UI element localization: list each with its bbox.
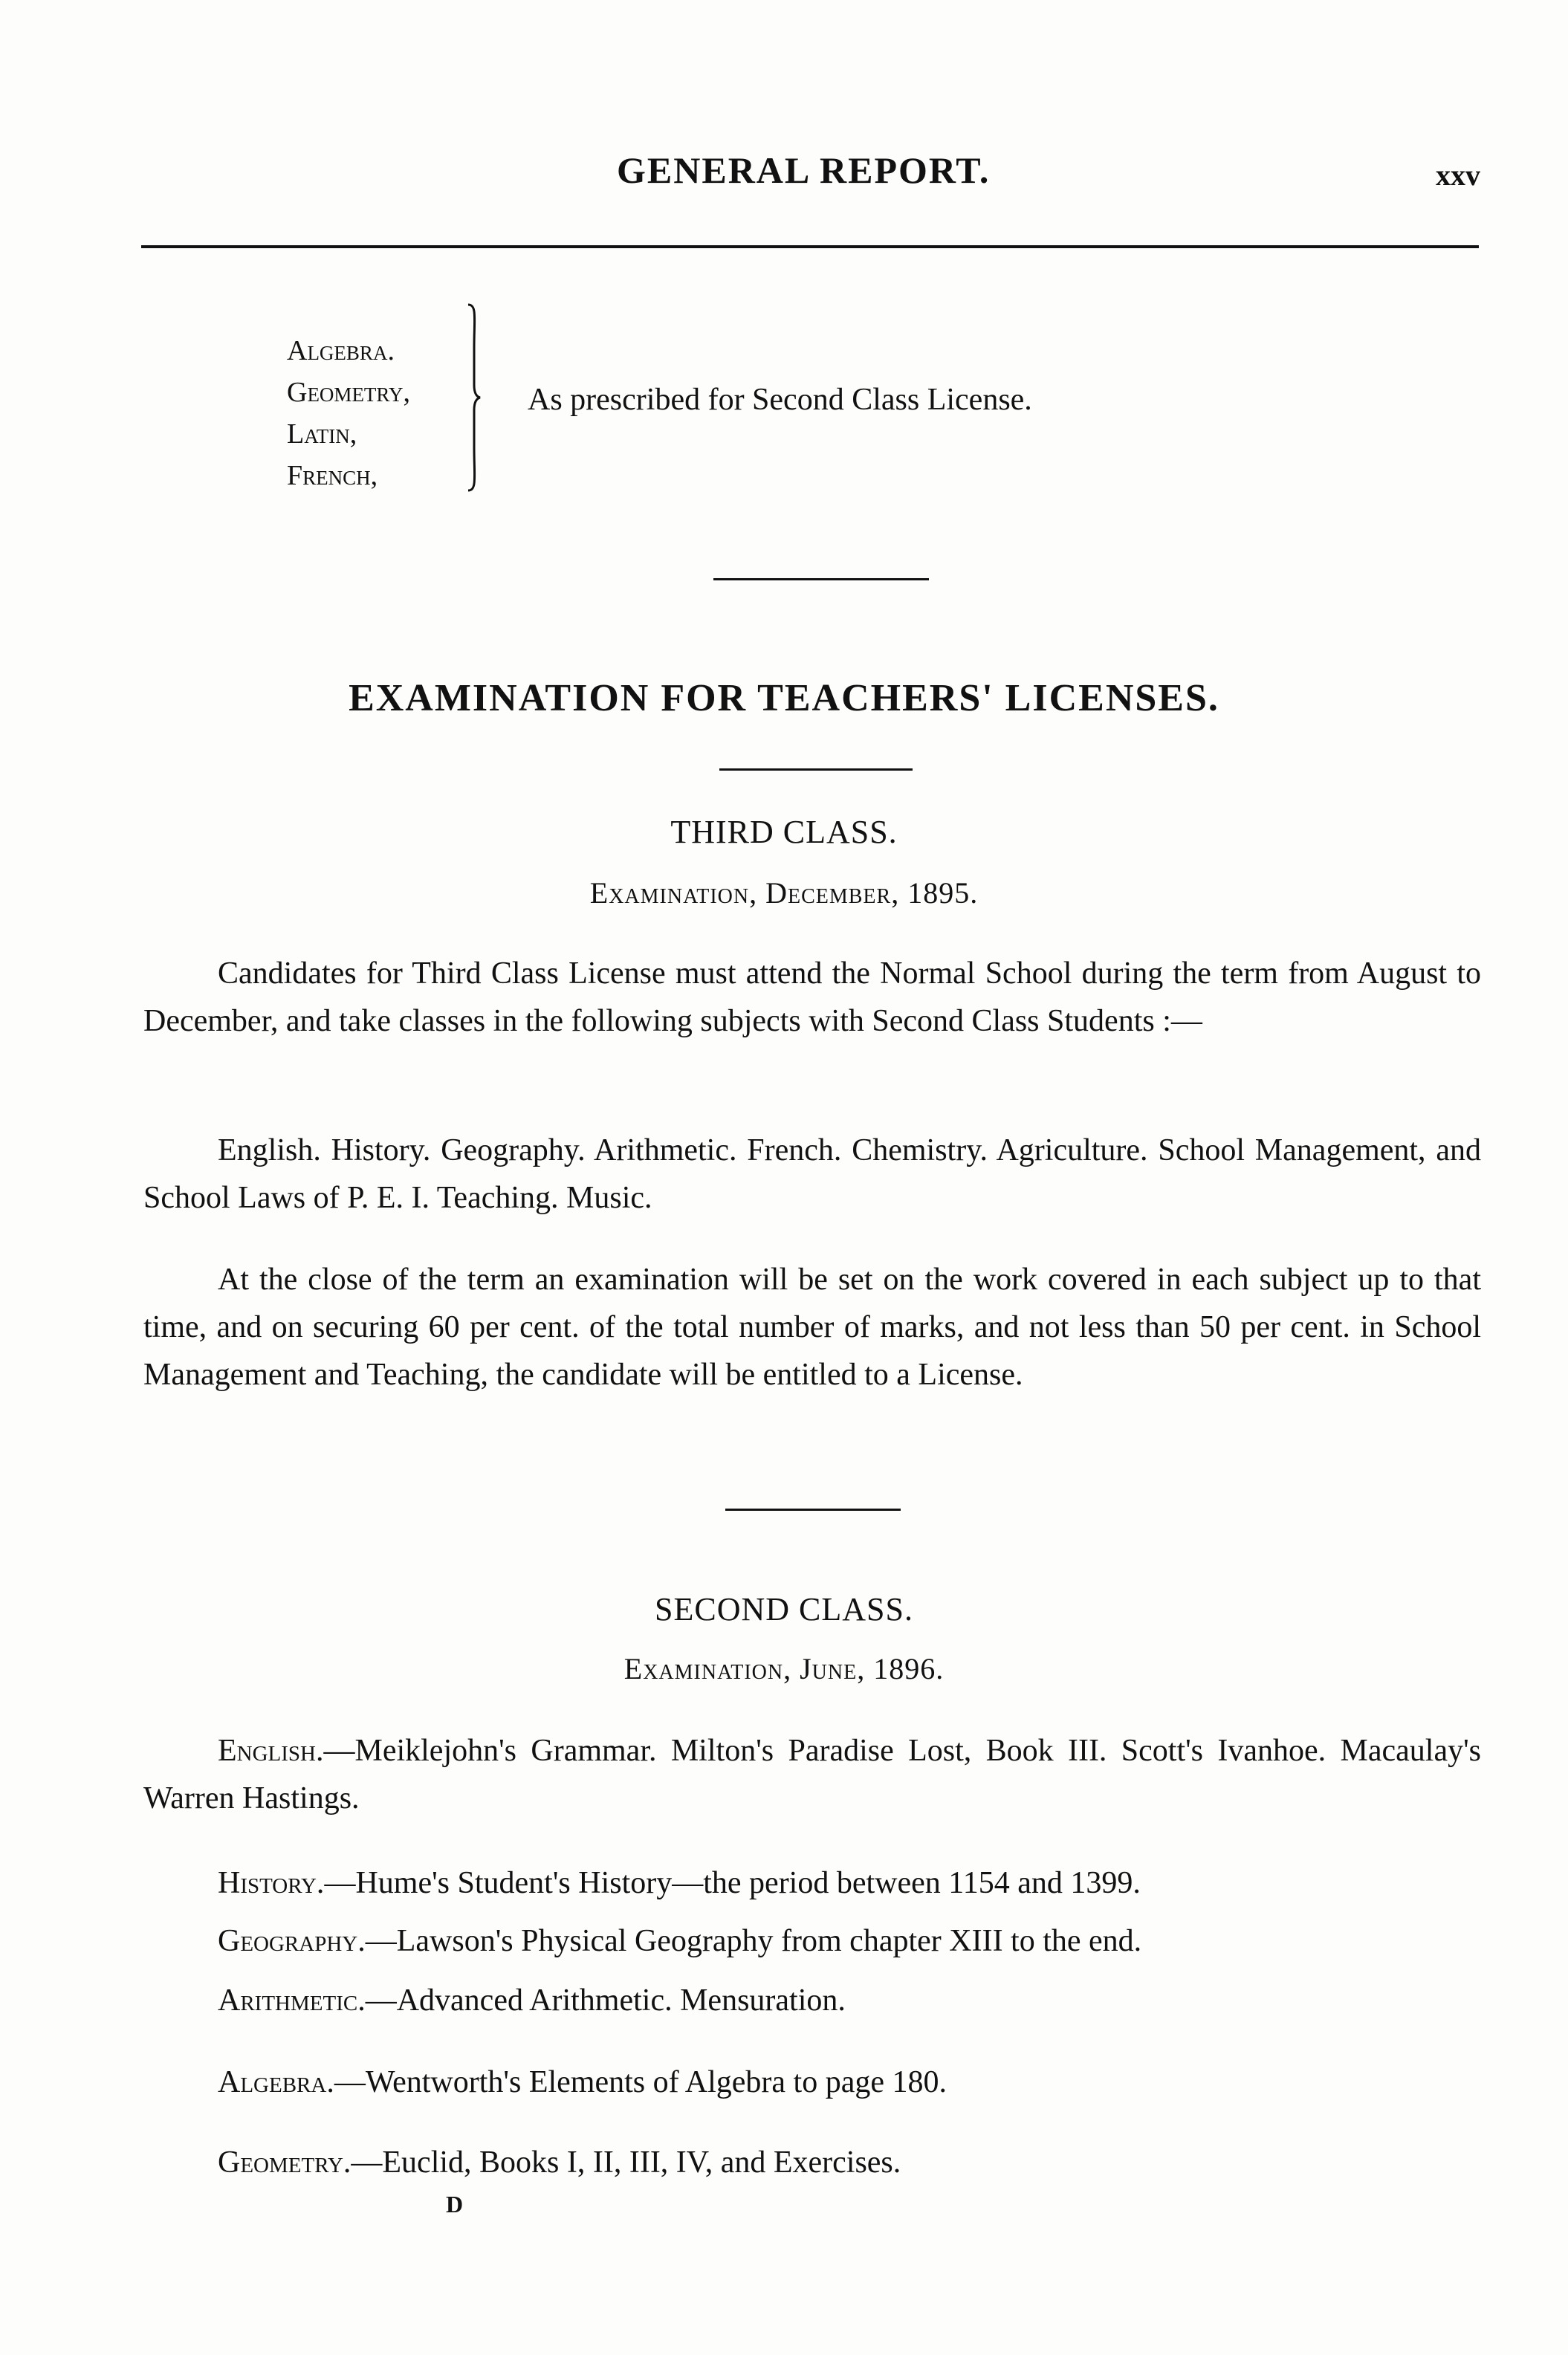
- subject-item: Geometry,: [287, 377, 410, 408]
- curly-brace-icon: [467, 303, 482, 492]
- prescription-item: [143, 2058, 1481, 2106]
- prescription-text: —Hume's Student's History—the period between 1154 and 1399.: [324, 1866, 1141, 1900]
- subject-item: Algebra.: [287, 335, 395, 366]
- second-class-exam-date: Examination, June, 1896.: [623, 1652, 945, 1685]
- third-class-exam-date: Examination, December, 1895.: [589, 876, 979, 910]
- prescription-text: —Euclid, Books I, II, III, IV, and Exercises.: [351, 2145, 901, 2180]
- page-number: xxv: [1436, 158, 1480, 192]
- subject-item: French,: [287, 460, 378, 491]
- prescription-item: [143, 1859, 1481, 1907]
- prescription-text: —Lawson's Physical Geography from chapter XIII to the end.: [365, 1924, 1142, 1958]
- prescription-item: [143, 1917, 1481, 1965]
- prescription-text: —Advanced Arithmetic. Mensuration.: [365, 1983, 846, 2018]
- prescription-label: Geography.: [218, 1924, 366, 1958]
- section-divider: [719, 768, 913, 771]
- signature-mark: D: [446, 2191, 464, 2218]
- header-rule: [141, 245, 1479, 248]
- prescription-label: Geometry.: [218, 2145, 351, 2180]
- subjects-note: As prescribed for Second Class License.: [528, 383, 1032, 417]
- third-class-paragraph: At the close of the term an examination will be set on the work covered in each subject up to that time, and on securing 60 per cent. of the total number of marks, and not less than 50 per cent. in School Management and Teaching, the candidate will be entitled to a License.: [143, 1263, 1481, 1392]
- second-class-title: SECOND CLASS.: [655, 1591, 913, 1627]
- section-title: EXAMINATION FOR TEACHERS' LICENSES.: [349, 677, 1219, 719]
- third-class-paragraph: Candidates for Third Class License must attend the Normal School during the term from August to December, and take classes in the following subjects with Second Class Students :—: [143, 956, 1481, 1038]
- prescription-text: —Wentworth's Elements of Algebra to page 180.: [334, 2065, 947, 2099]
- running-title: GENERAL REPORT.: [617, 149, 991, 191]
- prescription-item: [143, 1977, 1481, 2024]
- section-divider: [725, 1509, 901, 1511]
- prescription-label: Arithmetic.: [218, 1983, 366, 2018]
- prescription-label: English.: [218, 1734, 324, 1768]
- prescription-text: —Meiklejohn's Grammar. Milton's Paradise Lost, Book III. Scott's Ivanhoe. Macaulay's Warren Hastings.: [143, 1734, 1481, 1815]
- prescription-label: Algebra.: [218, 2065, 334, 2099]
- subject-list: [287, 330, 410, 496]
- third-class-title: THIRD CLASS.: [670, 814, 898, 850]
- section-divider: [713, 578, 929, 580]
- prescription-item: [143, 1727, 1481, 1822]
- third-class-subjects: English. History. Geography. Arithmetic. French. Chemistry. Agriculture. School Management, and School Laws of P. E. I. Teaching. Music.: [143, 1133, 1481, 1215]
- subject-item: Latin,: [287, 418, 357, 450]
- prescription-label: History.: [218, 1866, 325, 1900]
- prescription-item: [143, 2139, 1481, 2186]
